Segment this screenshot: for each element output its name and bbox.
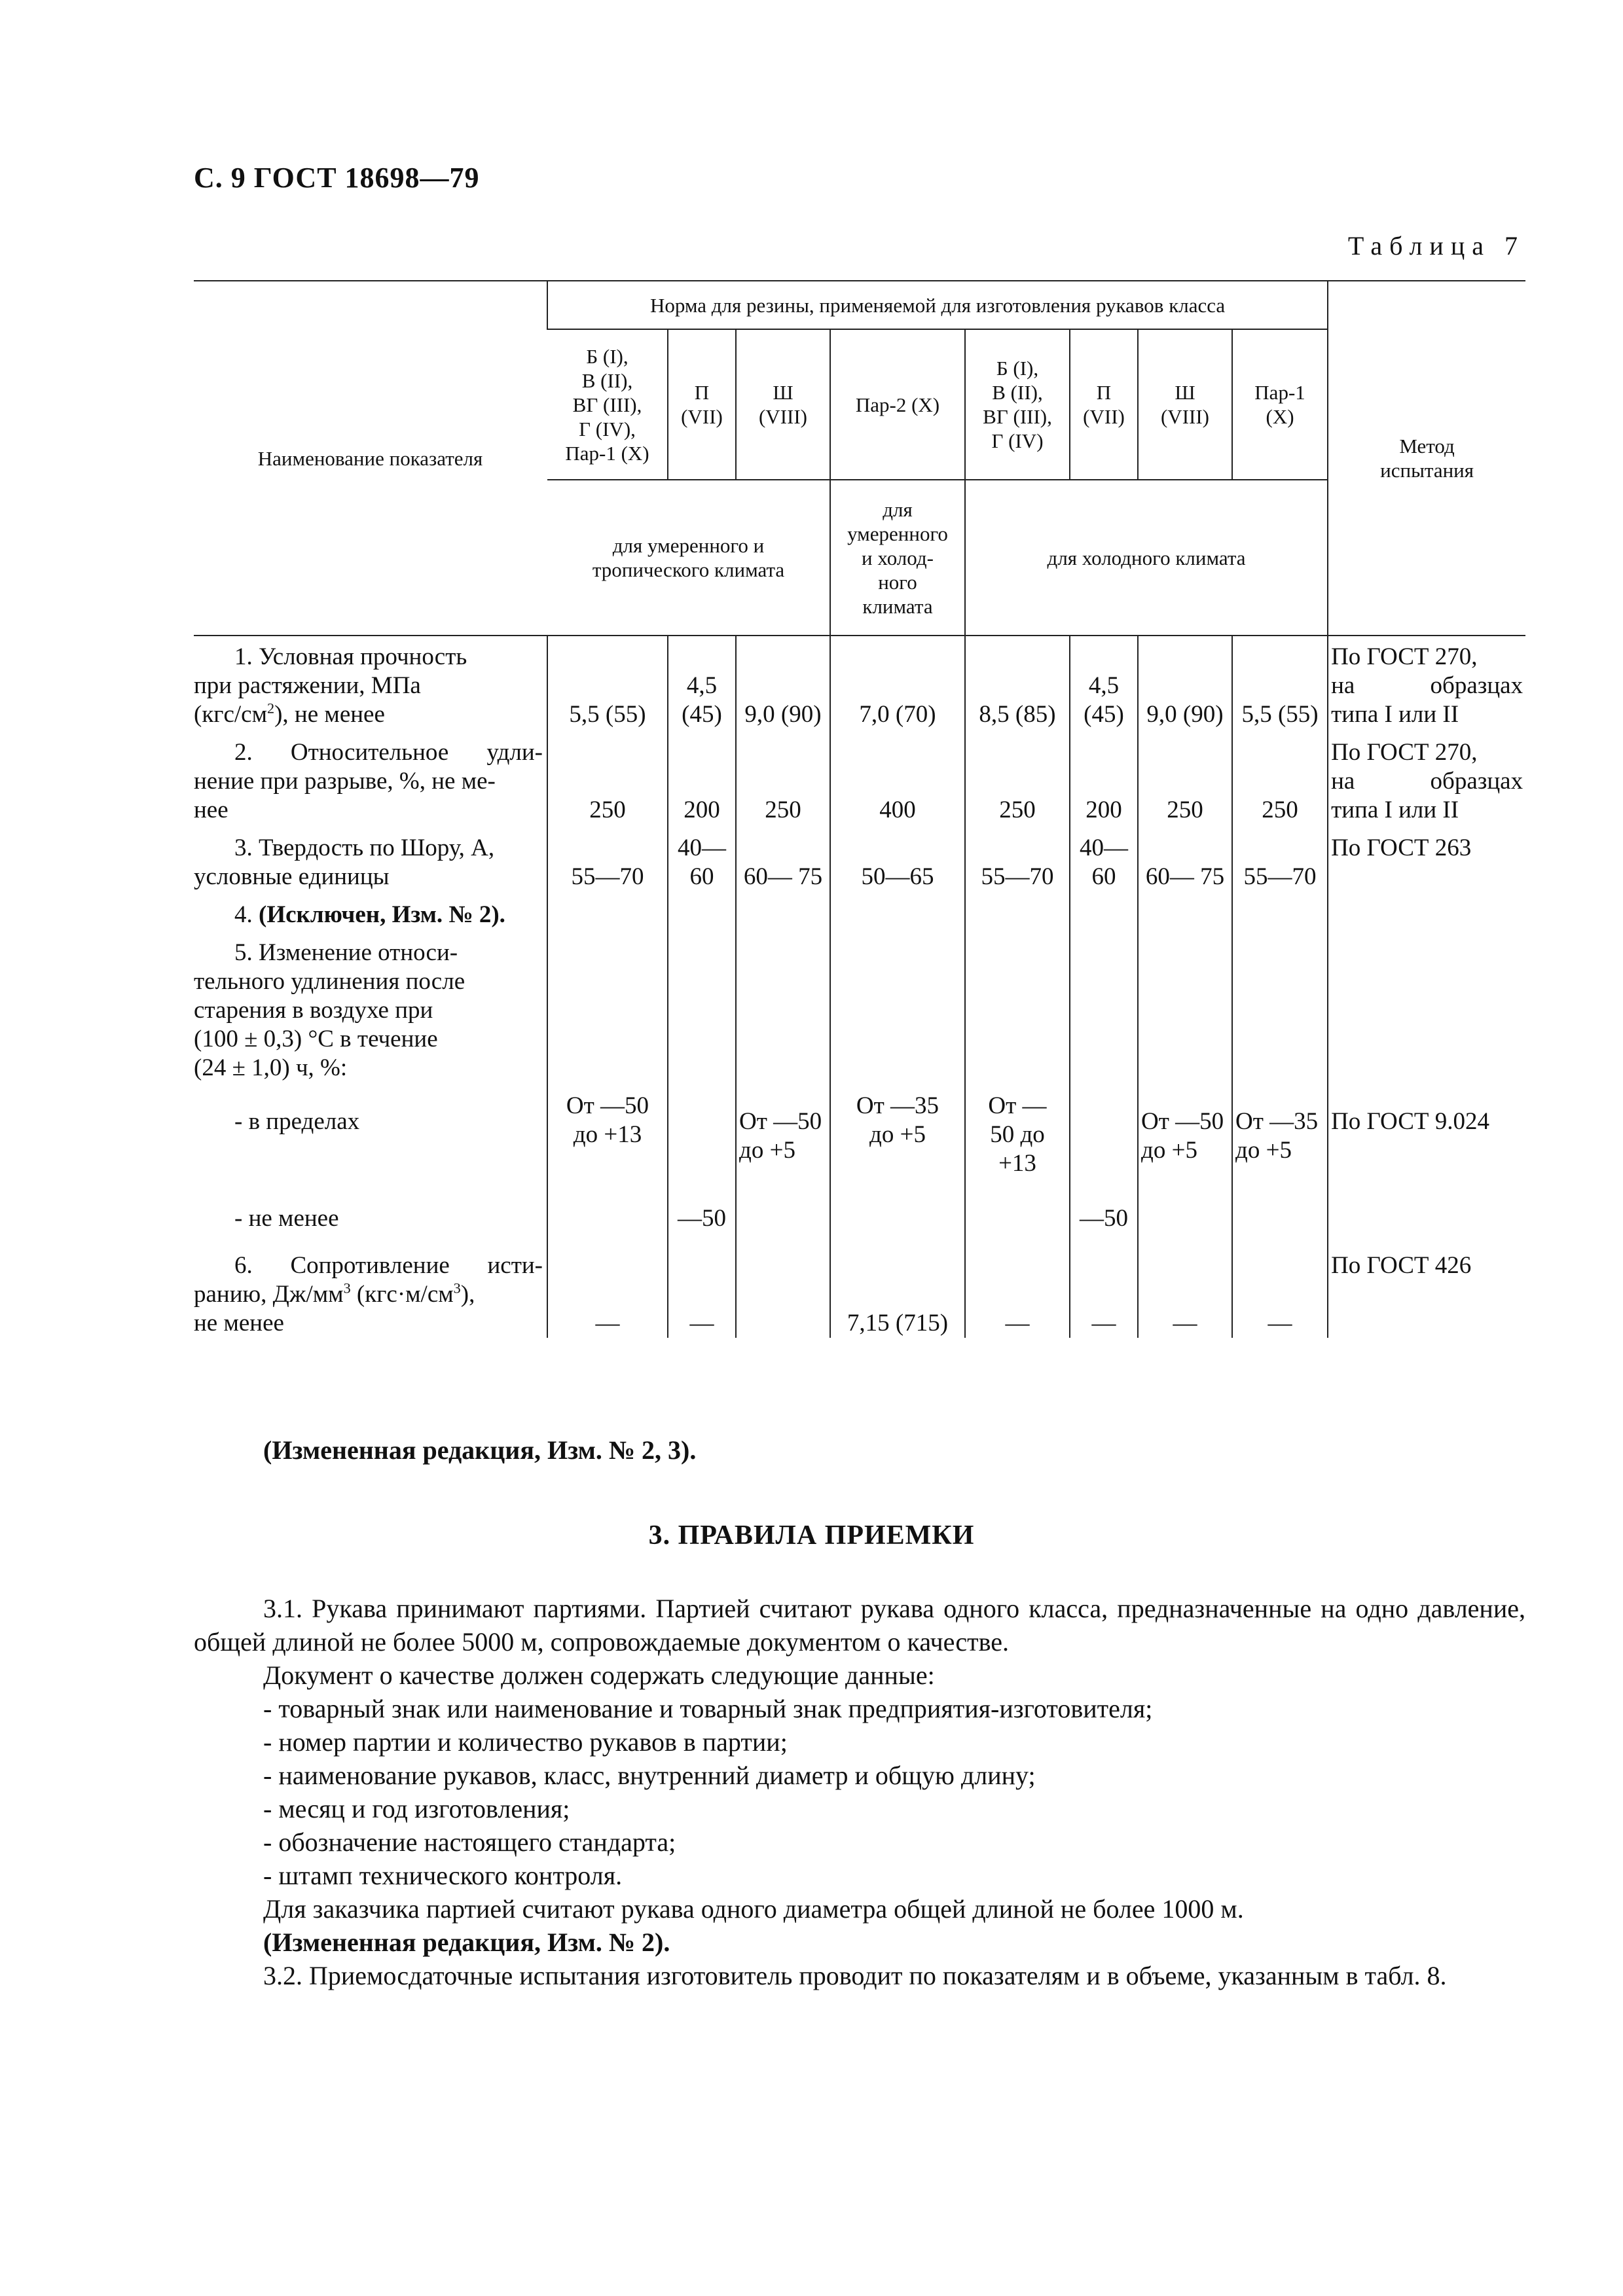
row-5a-method: По ГОСТ 9.024 bbox=[1328, 1083, 1525, 1178]
cell: 200 bbox=[668, 729, 736, 825]
table-amendment-note: (Измененная редакция, Изм. № 2, 3). bbox=[263, 1435, 697, 1465]
class-header-5: Б (I), В (II), ВГ (III), Г (IV) bbox=[965, 329, 1070, 480]
header-norm: Норма для резины, применяемой для изготовления рукавов класса bbox=[547, 281, 1328, 329]
row-1-name: 1. Условная прочность при растяжении, МПа $(кгс/см^2)$, не менее bbox=[194, 643, 467, 728]
cell bbox=[1232, 1178, 1328, 1242]
cell bbox=[1070, 1083, 1138, 1178]
row-6-method: По ГОСТ 426 bbox=[1328, 1242, 1525, 1338]
table-row bbox=[194, 1083, 1525, 1178]
row-5a-name: - в пределах bbox=[234, 1108, 360, 1135]
row-4-name: 4. (Исключен, Изм. № 2). bbox=[234, 901, 505, 928]
class-header-6: П (VII) bbox=[1070, 329, 1138, 480]
cell: —50 bbox=[1070, 1178, 1138, 1242]
table-row bbox=[194, 729, 1525, 825]
cell: 55—70 bbox=[1232, 825, 1328, 891]
cell: От —35 до +5 bbox=[1232, 1083, 1328, 1178]
cell: 5,5 (55) bbox=[1232, 636, 1328, 729]
row-2-method: По ГОСТ 270, на образцах типа I или II bbox=[1328, 729, 1525, 825]
cell bbox=[736, 1242, 830, 1338]
page-header: С. 9 ГОСТ 18698—79 bbox=[194, 162, 480, 194]
class-header-4: Пар-2 (X) bbox=[830, 329, 965, 480]
cell bbox=[830, 1178, 965, 1242]
cell bbox=[736, 1178, 830, 1242]
cell: 250 bbox=[1138, 729, 1232, 825]
section-body bbox=[194, 1592, 1525, 1992]
cell: — bbox=[1070, 1242, 1138, 1338]
cell: От —35 до +5 bbox=[830, 1083, 965, 1178]
cell: 200 bbox=[1070, 729, 1138, 825]
climate-header-temperate-tropical: для умеренного и тропического климата bbox=[547, 480, 830, 636]
cell: —50 bbox=[668, 1178, 736, 1242]
section-title: 3. ПРАВИЛА ПРИЕМКИ bbox=[648, 1520, 975, 1551]
table-row bbox=[194, 1178, 1525, 1242]
cell: 40— 60 bbox=[668, 825, 736, 891]
header-indicator-name: Наименование показателя bbox=[194, 281, 547, 636]
climate-header-cold: для холодного климата bbox=[965, 480, 1328, 636]
cell: — bbox=[1138, 1242, 1232, 1338]
cell: От —50 до +13 bbox=[547, 1083, 668, 1178]
table-row bbox=[194, 891, 1525, 929]
class-header-8: Пар-1 (X) bbox=[1232, 329, 1328, 480]
cell: 7,15 (715) bbox=[830, 1242, 965, 1338]
cell: 9,0 (90) bbox=[736, 636, 830, 729]
table-label: Таблица 7 bbox=[1347, 231, 1525, 260]
cell: От —50 до +13 bbox=[965, 1083, 1070, 1178]
cell: 400 bbox=[830, 729, 965, 825]
cell: 60— 75 bbox=[1138, 825, 1232, 891]
cell: 250 bbox=[547, 729, 668, 825]
row-5b-name: - не менее bbox=[234, 1205, 339, 1232]
paragraph-3-2: 3.2. Приемосдаточные испытания изготовитель проводит по показателям и в объеме, указанным в табл. 8. bbox=[263, 1961, 1447, 1990]
list-item: - штамп технического контроля. bbox=[263, 1861, 623, 1890]
cell: 250 bbox=[1232, 729, 1328, 825]
list-item: - наименование рукавов, класс, внутренний диаметр и общую длину; bbox=[263, 1761, 1036, 1790]
list-item: - номер партии и количество рукавов в партии; bbox=[263, 1727, 788, 1757]
list-item: - товарный знак или наименование и товарный знак предприятия-изготовителя; bbox=[263, 1694, 1153, 1723]
header-method: Метод испытания bbox=[1328, 281, 1525, 636]
cell: 5,5 (55) bbox=[547, 636, 668, 729]
spec-table bbox=[194, 280, 1525, 1338]
class-header-1: Б (I), В (II), ВГ (III), Г (IV), Пар-1 (X) bbox=[547, 329, 668, 480]
table-row bbox=[194, 1242, 1525, 1338]
paragraph-document: Документ о качестве должен содержать следующие данные: bbox=[263, 1660, 935, 1690]
cell: 4,5 (45) bbox=[1070, 636, 1138, 729]
table-row bbox=[194, 929, 1525, 1083]
class-header-7: Ш (VIII) bbox=[1138, 329, 1232, 480]
paragraph-3-1: 3.1. Рукава принимают партиями. Партией считают рукава одного класса, предназначенные на одно давление, общей длиной не более 5000 м, сопровождаемые документом о качестве. bbox=[194, 1594, 1525, 1657]
cell bbox=[965, 1178, 1070, 1242]
cell: 60— 75 bbox=[736, 825, 830, 891]
cell: — bbox=[668, 1242, 736, 1338]
cell: — bbox=[1232, 1242, 1328, 1338]
list-item: - обозначение настоящего стандарта; bbox=[263, 1827, 676, 1857]
cell: 250 bbox=[736, 729, 830, 825]
cell: 50—65 bbox=[830, 825, 965, 891]
cell: 250 bbox=[965, 729, 1070, 825]
row-5-name: 5. Изменение относи- тельного удлинения после старения в воздухе при (100 ± 0,3) °С в течение (24 ± 1,0) ч, %: bbox=[194, 939, 465, 1081]
cell bbox=[547, 1178, 668, 1242]
cell bbox=[1138, 1178, 1232, 1242]
row-6-name: 6. Сопротивление исти- ранию, $Дж/мм^3$ $(кгс\cdot м/см^3)$, не менее bbox=[194, 1252, 543, 1336]
cell bbox=[668, 1083, 736, 1178]
paragraph-customer: Для заказчика партией считают рукава одного диаметра общей длиной не более 1000 м. bbox=[263, 1894, 1244, 1924]
cell: 4,5 (45) bbox=[668, 636, 736, 729]
cell: — bbox=[965, 1242, 1070, 1338]
row-2-name: 2. Относительное удли- нение при разрыве, %, не ме- нее bbox=[194, 739, 543, 823]
climate-header-temperate-cold: для умеренного и холод- ного климата bbox=[830, 480, 965, 636]
cell: — bbox=[547, 1242, 668, 1338]
table-row bbox=[194, 636, 1525, 729]
row-3-method: По ГОСТ 263 bbox=[1328, 825, 1525, 891]
cell: От —50 до +5 bbox=[1138, 1083, 1232, 1178]
class-header-2: П (VII) bbox=[668, 329, 736, 480]
cell: 7,0 (70) bbox=[830, 636, 965, 729]
list-item: - месяц и год изготовления; bbox=[263, 1794, 570, 1823]
row-1-method: По ГОСТ 270, на образцах типа I или II bbox=[1328, 636, 1525, 729]
table-row bbox=[194, 825, 1525, 891]
cell: От —50 до +5 bbox=[736, 1083, 830, 1178]
row-3-name: 3. Твердость по Шору, А, условные единицы bbox=[194, 834, 495, 890]
cell: 9,0 (90) bbox=[1138, 636, 1232, 729]
class-header-3: Ш (VIII) bbox=[736, 329, 830, 480]
cell: 55—70 bbox=[965, 825, 1070, 891]
amendment-note: (Измененная редакция, Изм. № 2). bbox=[263, 1928, 670, 1957]
cell: 55—70 bbox=[547, 825, 668, 891]
cell: 8,5 (85) bbox=[965, 636, 1070, 729]
cell: 40— 60 bbox=[1070, 825, 1138, 891]
